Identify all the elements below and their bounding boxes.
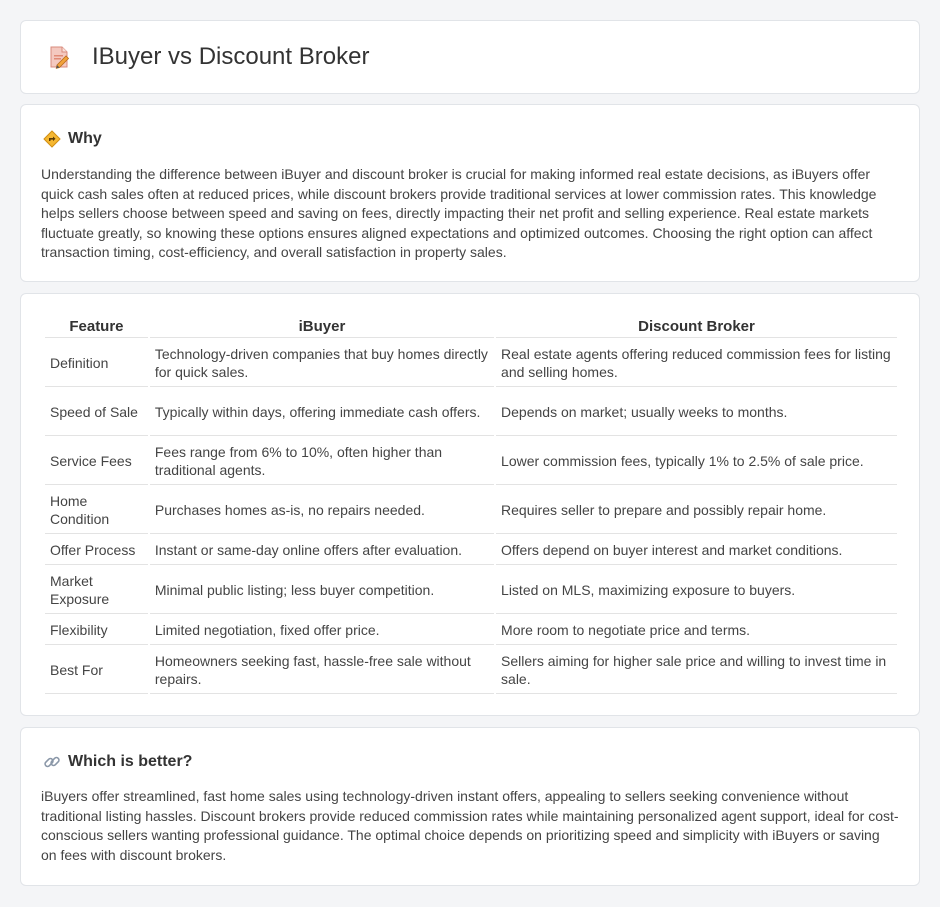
table-row xyxy=(45,487,897,534)
feature-cell: Offer Process xyxy=(45,536,148,565)
road-sign-icon xyxy=(43,130,61,148)
table-row xyxy=(45,616,897,645)
page-title: IBuyer vs Discount Broker xyxy=(92,43,370,70)
ibuyer-cell: Limited negotiation, fixed offer price. xyxy=(150,616,494,645)
table-row xyxy=(45,647,897,694)
ibuyer-cell: Instant or same-day online offers after evaluation. xyxy=(150,536,494,565)
header-ibuyer: iBuyer xyxy=(150,316,494,338)
ibuyer-cell: Purchases homes as-is, no repairs needed. xyxy=(150,487,494,534)
why-title: Why xyxy=(68,130,102,147)
broker-cell: Listed on MLS, maximizing exposure to buyers. xyxy=(496,567,897,614)
table-row xyxy=(45,438,897,485)
header-discount-broker: Discount Broker xyxy=(496,316,897,338)
ibuyer-cell: Homeowners seeking fast, hassle-free sale without repairs. xyxy=(150,647,494,694)
table-row xyxy=(45,536,897,565)
broker-cell: Lower commission fees, typically 1% to 2.5% of sale price. xyxy=(496,438,897,485)
feature-cell: Speed of Sale xyxy=(45,389,148,436)
feature-cell: Home Condition xyxy=(45,487,148,534)
better-title: Which is better? xyxy=(68,753,193,770)
why-header xyxy=(21,105,919,151)
why-card xyxy=(20,104,920,282)
broker-cell: Offers depend on buyer interest and market conditions. xyxy=(496,536,897,565)
table-row xyxy=(45,567,897,614)
broker-cell: Real estate agents offering reduced commission fees for listing and selling homes. xyxy=(496,340,897,387)
comparison-card xyxy=(20,293,920,716)
ibuyer-cell: Typically within days, offering immediate cash offers. xyxy=(150,389,494,436)
broker-cell: Sellers aiming for higher sale price and willing to invest time in sale. xyxy=(496,647,897,694)
better-card xyxy=(20,727,920,886)
table-header-row xyxy=(45,316,897,338)
ibuyer-cell: Technology-driven companies that buy homes directly for quick sales. xyxy=(150,340,494,387)
better-header xyxy=(21,728,919,774)
feature-cell: Definition xyxy=(45,340,148,387)
feature-cell: Service Fees xyxy=(45,438,148,485)
ibuyer-cell: Minimal public listing; less buyer competition. xyxy=(150,567,494,614)
ibuyer-cell: Fees range from 6% to 10%, often higher than traditional agents. xyxy=(150,438,494,485)
better-text: iBuyers offer streamlined, fast home sales using technology-driven instant offers, appealing to sellers seeking convenience without traditional listing hassles. Discount brokers provide reduced commission rates while maintaining personalized agent support, ideal for cost-conscious sellers wanting professional guidance. The optimal choice depends on prioritizing speed and simplicity with iBuyers or saving on fees with discount brokers. xyxy=(41,788,899,863)
feature-cell: Market Exposure xyxy=(45,567,148,614)
link-icon xyxy=(43,753,61,771)
broker-cell: Depends on market; usually weeks to months. xyxy=(496,389,897,436)
feature-cell: Flexibility xyxy=(45,616,148,645)
broker-cell: More room to negotiate price and terms. xyxy=(496,616,897,645)
table-row xyxy=(45,340,897,387)
title-row xyxy=(21,21,919,93)
feature-cell: Best For xyxy=(45,647,148,694)
title-card xyxy=(20,20,920,94)
table-row xyxy=(45,389,897,436)
comparison-table xyxy=(43,314,899,696)
why-text: Understanding the difference between iBuyer and discount broker is crucial for making informed real estate decisions, as iBuyers offer quick cash sales often at reduced prices, while discount brokers provide traditional services at lower commission rates. This knowledge helps sellers choose between speed and saving on fees, directly impacting their net profit and selling experience. Real estate markets fluctuate greatly, so knowing these options ensures aligned expectations and optimized outcomes. Choosing the right option can affect transaction timing, cost-efficiency, and overall satisfaction in property sales. xyxy=(41,166,877,261)
header-feature: Feature xyxy=(45,316,148,338)
broker-cell: Requires seller to prepare and possibly repair home. xyxy=(496,487,897,534)
document-pencil-icon xyxy=(46,44,72,70)
